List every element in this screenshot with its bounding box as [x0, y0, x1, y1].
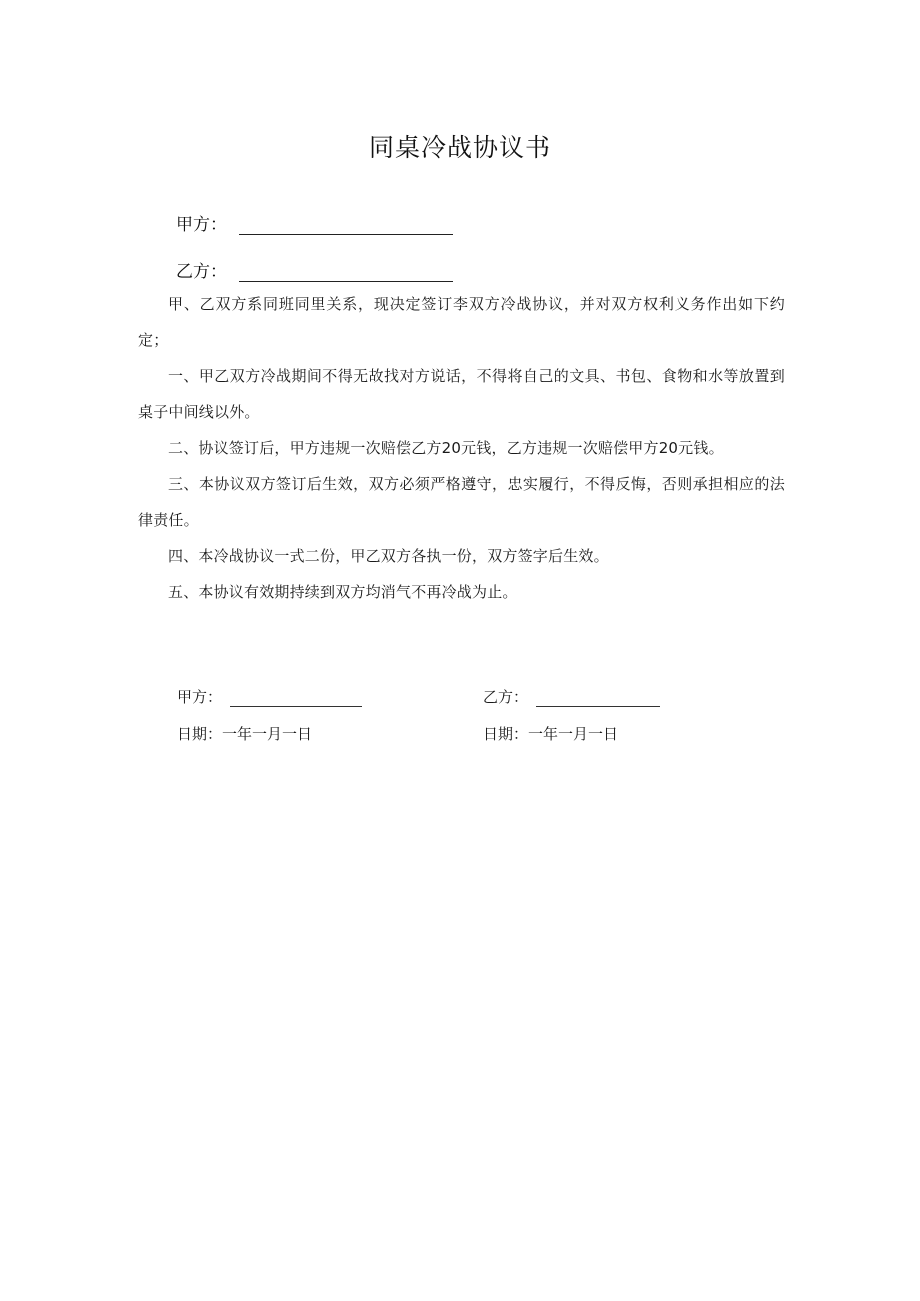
- party-b-line: [176, 257, 453, 282]
- paragraph-clause-2: 二、协议签订后，甲方违规一次赔偿乙方20元钱，乙方违规一次赔偿甲方20元钱。: [168, 439, 724, 457]
- paragraph-clause-3: 三、本协议双方签订后生效，双方必须严格遵守，忠实履行，不得反悔，否则承担相应的法律责任。: [138, 475, 785, 529]
- party-b-blank: [239, 263, 453, 282]
- party-a-blank: [239, 216, 453, 235]
- signature-party-b: [483, 686, 660, 707]
- page-title: 同桌冷战协议书: [368, 133, 551, 162]
- paragraph-clause-4: 四、本冷战协议一式二份，甲乙双方各执一份，双方签字后生效。: [168, 547, 609, 565]
- signature-party-a-label: 甲方：: [177, 688, 223, 706]
- signature-party-a-blank: [230, 692, 362, 707]
- party-b-label: 乙方：: [176, 262, 227, 282]
- paragraph-clause-5: 五、本协议有效期持续到双方均消气不再冷战为止。: [168, 583, 518, 601]
- signature-party-a-date: 日期：一年一月一日: [177, 725, 313, 743]
- signature-party-a: [177, 686, 362, 707]
- signature-party-b-date: 日期：一年一月一日: [483, 725, 619, 743]
- paragraph-intro: 甲、乙双方系同班同里关系，现决定签订李双方冷战协议，并对双方权利义务作出如下约定；: [138, 295, 785, 349]
- party-a-label: 甲方：: [176, 215, 227, 235]
- signature-party-b-label: 乙方：: [483, 688, 529, 706]
- agreement-body: [138, 286, 785, 610]
- party-a-line: [176, 210, 453, 235]
- paragraph-clause-1: 一、甲乙双方冷战期间不得无故找对方说话，不得将自己的文具、书包、食物和水等放置到桌子中间线以外。: [138, 367, 785, 421]
- signature-party-b-blank: [536, 692, 660, 707]
